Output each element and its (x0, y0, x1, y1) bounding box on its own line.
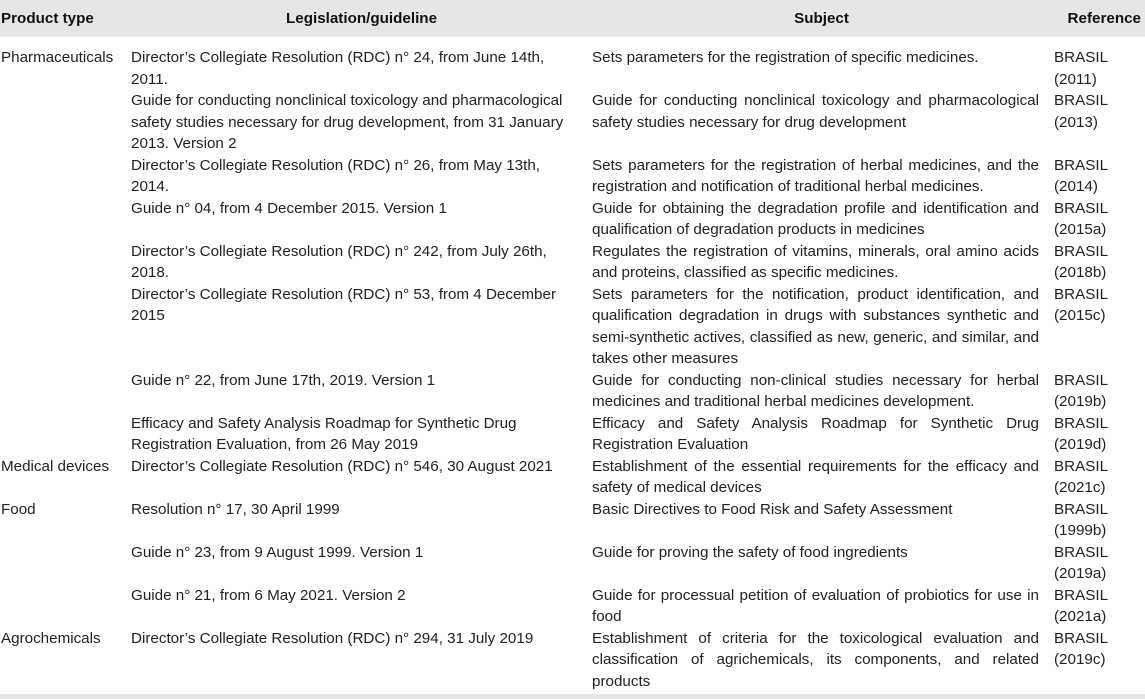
subject-cell: Guide for proving the safety of food ingredients (592, 543, 908, 561)
table-row (0, 413, 1145, 456)
subject-cell: Guide for obtaining the degradation profile and identification and qualification of degradation products in medicines (592, 199, 1039, 238)
reference-cell: BRASIL (2014) (1054, 156, 1108, 195)
subject-cell: Basic Directives to Food Risk and Safety Assessment (592, 500, 953, 518)
reference-cell: BRASIL (2011) (1054, 49, 1108, 88)
reference-cell: BRASIL (2019a) (1054, 543, 1108, 582)
subject-cell: Efficacy and Safety Analysis Roadmap for Synthetic Drug Registration Evaluation (592, 414, 1039, 453)
table-row (0, 37, 1145, 90)
product-type-cell: Agrochemicals (1, 629, 101, 647)
table-row (0, 585, 1145, 628)
table-row (0, 90, 1145, 155)
product-type-cell: Medical devices (1, 457, 110, 475)
table-row (0, 155, 1145, 198)
header-row (0, 0, 1145, 37)
reference-cell: BRASIL (2013) (1054, 92, 1108, 131)
product-type-cell (0, 241, 131, 284)
subject-cell: Guide for conducting nonclinical toxicology and pharmacological safety studies necessary for drug development (592, 92, 1039, 131)
table-row (0, 542, 1145, 585)
reference-cell: BRASIL (2019c) (1054, 629, 1108, 668)
legislation-cell: Guide n° 22, from June 17th, 2019. Version 1 (131, 371, 436, 389)
product-type-cell (0, 90, 131, 155)
legislation-cell: Director’s Collegiate Resolution (RDC) n° 24, from June 14th, 2011. (131, 49, 545, 88)
legislation-cell: Guide n° 23, from 9 August 1999. Version 1 (131, 543, 424, 561)
legislation-cell: Director’s Collegiate Resolution (RDC) n° 53, from 4 December 2015 (131, 285, 557, 324)
subject-cell: Guide for processual petition of evaluation of probiotics for use in food (592, 586, 1039, 625)
table-bottom-rule (0, 694, 1145, 699)
subject-cell: Establishment of the essential requirements for the efficacy and safety of medical devices (592, 457, 1039, 496)
legislation-cell: Guide n° 21, from 6 May 2021. Version 2 (131, 586, 406, 604)
product-type-cell (0, 413, 131, 456)
subject-cell: Establishment of criteria for the toxicological evaluation and classification of agrichemicals, its components, and related products (592, 629, 1039, 690)
table-header (0, 0, 1145, 37)
subject-cell: Sets parameters for the registration of specific medicines. (592, 49, 979, 66)
reference-cell: BRASIL (2019b) (1054, 371, 1108, 410)
subject-cell: Regulates the registration of vitamins, minerals, oral amino acids and proteins, classified as specific medicines. (592, 242, 1039, 281)
header-legislation: Legislation/guideline (131, 0, 592, 37)
table-row (0, 370, 1145, 413)
product-type-cell: Food (1, 500, 36, 518)
product-type-cell (0, 370, 131, 413)
product-type-cell (0, 585, 131, 628)
legislation-cell: Guide for conducting nonclinical toxicology and pharmacological safety studies necessary for drug development, from 31 January 2013. Version 2 (131, 92, 564, 152)
header-reference: Reference (1051, 0, 1145, 37)
legislation-cell: Director’s Collegiate Resolution (RDC) n° 26, from May 13th, 2014. (131, 156, 540, 195)
product-type-cell (0, 198, 131, 241)
table-row (0, 198, 1145, 241)
product-type-cell (0, 542, 131, 585)
reference-cell: BRASIL (2018b) (1054, 242, 1108, 281)
table-row (0, 628, 1145, 693)
legislation-cell: Efficacy and Safety Analysis Roadmap for Synthetic Drug Registration Evaluation, from 26 May 2019 (131, 414, 517, 453)
table-body (0, 37, 1145, 692)
subject-cell: Guide for conducting non-clinical studies necessary for herbal medicines and traditional herbal medicines development. (592, 371, 1039, 410)
header-subject: Subject (592, 0, 1051, 37)
table-row (0, 284, 1145, 370)
reference-cell: BRASIL (2015a) (1054, 199, 1108, 238)
reference-cell: BRASIL (1999b) (1054, 500, 1108, 539)
legislation-cell: Director’s Collegiate Resolution (RDC) n° 242, from July 26th, 2018. (131, 242, 547, 281)
table-row (0, 241, 1145, 284)
legislation-cell: Guide n° 04, from 4 December 2015. Version 1 (131, 199, 447, 217)
subject-cell: Sets parameters for the notification, product identification, and qualification degradation in drugs with substances synthetic and semi-synthetic actives, classified as new, generic, and similar, and takes other measures (592, 285, 1039, 367)
reference-cell: BRASIL (2021a) (1054, 586, 1108, 625)
table-row (0, 499, 1145, 542)
subject-cell: Sets parameters for the registration of herbal medicines, and the registration and notification of traditional herbal medicines. (592, 156, 1039, 195)
legislation-cell: Director’s Collegiate Resolution (RDC) n° 546, 30 August 2021 (131, 457, 553, 475)
legislation-cell: Director’s Collegiate Resolution (RDC) n° 294, 31 July 2019 (131, 629, 534, 647)
product-type-cell: Pharmaceuticals (1, 49, 114, 66)
product-type-cell (0, 155, 131, 198)
product-type-cell (0, 284, 131, 370)
reference-cell: BRASIL (2015c) (1054, 285, 1108, 324)
header-product-type: Product type (0, 0, 131, 37)
reference-cell: BRASIL (2021c) (1054, 457, 1108, 496)
reference-cell: BRASIL (2019d) (1054, 414, 1108, 453)
table-row (0, 456, 1145, 499)
legislation-cell: Resolution n° 17, 30 April 1999 (131, 500, 340, 518)
